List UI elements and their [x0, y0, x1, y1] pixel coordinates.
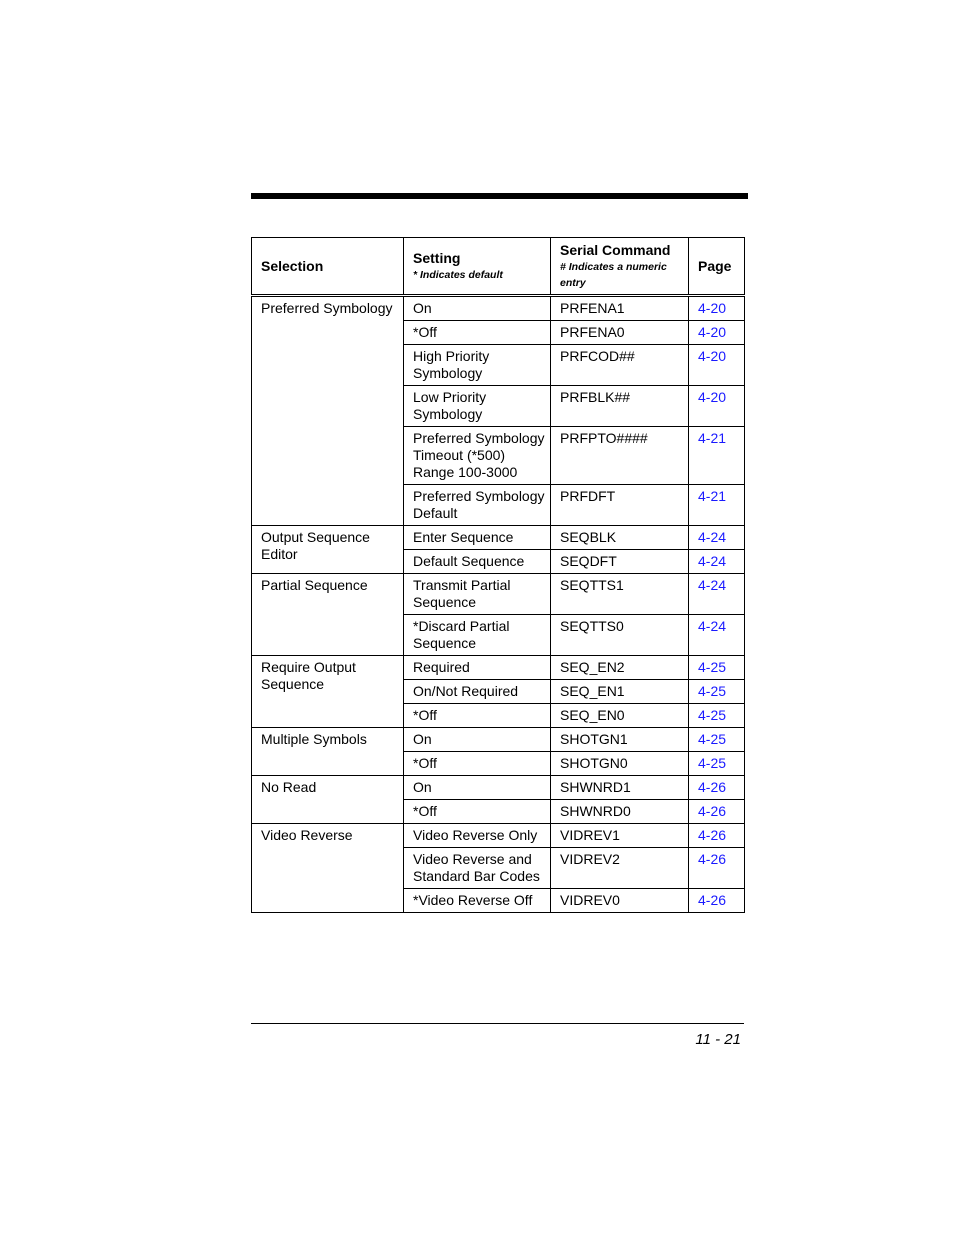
setting-cell: Video Reverse Only [404, 824, 551, 848]
serial-command-cell: PRFPTO#### [551, 427, 689, 485]
serial-command-cell: PRFCOD## [551, 345, 689, 386]
serial-command-cell: SEQ_EN0 [551, 704, 689, 728]
setting-cell: *Video Reverse Off [404, 889, 551, 913]
selection-cell: No Read [252, 776, 404, 824]
setting-cell: Preferred Symbology Default [404, 485, 551, 526]
selection-cell: Output Sequence Editor [252, 526, 404, 574]
table-row [252, 656, 745, 680]
header-serial-command [551, 238, 689, 296]
page-cell [689, 526, 745, 550]
serial-command-cell: VIDREV2 [551, 848, 689, 889]
page-link[interactable]: 4-24 [698, 553, 727, 569]
page-link[interactable]: 4-26 [698, 827, 727, 843]
serial-command-cell: VIDREV1 [551, 824, 689, 848]
selection-cell: Video Reverse [252, 824, 404, 913]
page-link[interactable]: 4-25 [698, 683, 727, 699]
setting-cell: On [404, 776, 551, 800]
setting-cell: Enter Sequence [404, 526, 551, 550]
page-link[interactable]: 4-25 [698, 755, 727, 771]
page-cell [689, 427, 745, 485]
page-link[interactable]: 4-25 [698, 659, 727, 675]
page-cell [689, 752, 745, 776]
serial-command-cell: SHOTGN1 [551, 728, 689, 752]
page-cell [689, 800, 745, 824]
serial-command-cell: SEQTTS1 [551, 574, 689, 615]
header-selection: Selection [252, 238, 404, 296]
page-cell [689, 296, 745, 321]
page-cell [689, 550, 745, 574]
table-row [252, 776, 745, 800]
setting-cell: On [404, 296, 551, 321]
serial-command-cell: SHWNRD1 [551, 776, 689, 800]
page-cell [689, 321, 745, 345]
serial-command-cell: PRFENA1 [551, 296, 689, 321]
header-page: Page [689, 238, 745, 296]
serial-command-cell: SHWNRD0 [551, 800, 689, 824]
page-link[interactable]: 4-25 [698, 707, 727, 723]
table-row [252, 574, 745, 615]
page-link[interactable]: 4-26 [698, 851, 727, 867]
table-body [252, 296, 745, 913]
page-cell [689, 615, 745, 656]
page-link[interactable]: 4-24 [698, 577, 727, 593]
page-link[interactable]: 4-20 [698, 348, 727, 364]
page-cell [689, 485, 745, 526]
selection-cell: Multiple Symbols [252, 728, 404, 776]
page-cell [689, 574, 745, 615]
setting-cell: Required [404, 656, 551, 680]
page-link[interactable]: 4-24 [698, 529, 727, 545]
header-serial-command-note: # Indicates a numeric entry [560, 260, 667, 289]
setting-cell: Preferred Symbology Timeout (*500) Range 100-3000 [404, 427, 551, 485]
page-number: 11 - 21 [695, 1031, 741, 1048]
header-setting [404, 238, 551, 296]
table-header-row [252, 238, 745, 296]
setting-cell: Video Reverse and Standard Bar Codes [404, 848, 551, 889]
page-cell [689, 776, 745, 800]
page-cell [689, 824, 745, 848]
setting-cell: Transmit Partial Sequence [404, 574, 551, 615]
setting-cell: On/Not Required [404, 680, 551, 704]
serial-command-cell: VIDREV0 [551, 889, 689, 913]
selection-cell: Preferred Symbology [252, 296, 404, 526]
table-row [252, 728, 745, 752]
setting-cell: Low Priority Symbology [404, 386, 551, 427]
serial-command-cell: SEQ_EN2 [551, 656, 689, 680]
setting-cell: *Discard Partial Sequence [404, 615, 551, 656]
serial-command-cell: SEQBLK [551, 526, 689, 550]
header-setting-note: * Indicates default [413, 268, 503, 281]
page-link[interactable]: 4-20 [698, 324, 727, 340]
page-cell [689, 680, 745, 704]
page-cell [689, 848, 745, 889]
page-link[interactable]: 4-20 [698, 300, 727, 316]
page-link[interactable]: 4-20 [698, 389, 727, 405]
setting-cell: High Priority Symbology [404, 345, 551, 386]
serial-command-cell: SEQDFT [551, 550, 689, 574]
table-row [252, 824, 745, 848]
page-cell [689, 386, 745, 427]
serial-command-table [251, 237, 745, 913]
setting-cell: Default Sequence [404, 550, 551, 574]
page-link[interactable]: 4-26 [698, 779, 727, 795]
page-link[interactable]: 4-24 [698, 618, 727, 634]
setting-cell: *Off [404, 321, 551, 345]
serial-command-cell: SEQTTS0 [551, 615, 689, 656]
page-link[interactable]: 4-26 [698, 892, 727, 908]
serial-command-cell: PRFENA0 [551, 321, 689, 345]
page-cell [689, 704, 745, 728]
footer-rule [251, 1023, 744, 1024]
page-link[interactable]: 4-21 [698, 488, 727, 504]
header-serial-command-label: Serial Command [560, 241, 671, 258]
serial-command-cell: PRFDFT [551, 485, 689, 526]
setting-cell: On [404, 728, 551, 752]
header-rule [251, 193, 748, 199]
page-cell [689, 728, 745, 752]
table-row [252, 296, 745, 321]
page-cell [689, 656, 745, 680]
selection-cell: Partial Sequence [252, 574, 404, 656]
header-setting-label: Setting [413, 249, 461, 266]
serial-command-cell: PRFBLK## [551, 386, 689, 427]
page-link[interactable]: 4-21 [698, 430, 727, 446]
page-cell [689, 889, 745, 913]
table-row [252, 526, 745, 550]
page-cell [689, 345, 745, 386]
selection-cell: Require Output Sequence [252, 656, 404, 728]
setting-cell: *Off [404, 752, 551, 776]
serial-command-cell: SHOTGN0 [551, 752, 689, 776]
setting-cell: *Off [404, 704, 551, 728]
setting-cell: *Off [404, 800, 551, 824]
serial-command-cell: SEQ_EN1 [551, 680, 689, 704]
page-link[interactable]: 4-25 [698, 731, 727, 747]
page-link[interactable]: 4-26 [698, 803, 727, 819]
